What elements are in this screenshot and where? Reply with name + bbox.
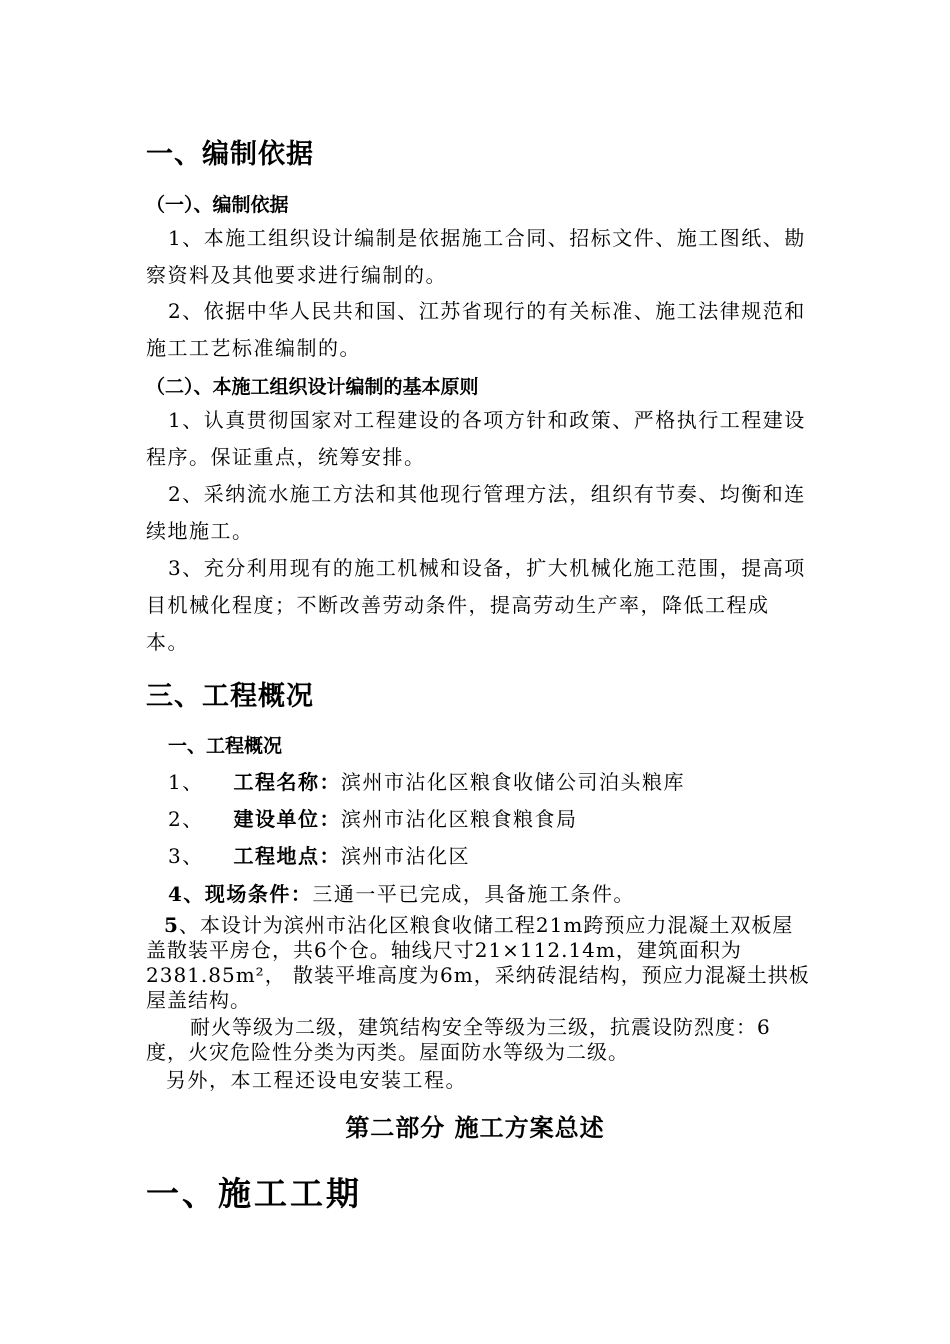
overview-item	[168, 803, 577, 832]
paragraph: 2、采纳流水施工方法和其他现行管理方法，组织有节奏、均衡和连续地施工。	[146, 482, 806, 543]
extra-paragraph: 另外，本工程还设电安装工程。	[166, 1068, 467, 1092]
item-value: 滨州市沾化区粮食收储公司泊头粮库	[340, 770, 685, 794]
item-number: 2、	[168, 807, 204, 831]
overview-item	[168, 878, 635, 907]
overview-item	[168, 766, 685, 795]
overview-subheading: 一、工程概况	[168, 735, 283, 757]
section1-heading: 一、编制依据	[146, 139, 314, 170]
item-label: 建设单位：	[233, 807, 341, 831]
item-number: 1、	[168, 770, 204, 794]
item-label: 工程名称：	[233, 770, 341, 794]
paragraph: 1、本施工组织设计编制是依据施工合同、招标文件、施工图纸、勘察资料及其他要求进行编制的。	[146, 226, 806, 287]
item-value: 滨州市沾化区粮食粮食局	[340, 807, 578, 831]
paragraph: 1、认真贯彻国家对工程建设的各项方针和政策、严格执行工程建设程序。保证重点，统筹安排。	[146, 408, 806, 469]
subsection1-heading: （一）、编制依据	[146, 194, 289, 216]
schedule-heading: 一、施工工期	[146, 1174, 362, 1213]
design-paragraph	[146, 913, 810, 1013]
item-number: 5	[164, 913, 179, 937]
item-value: 滨州市沾化区	[340, 844, 470, 868]
section3-heading: 三、工程概况	[146, 681, 314, 712]
design-text: 、本设计为滨州市沾化区粮食收储工程21m跨预应力混凝土双板屋盖散装平房仓，共6个仓。轴线尺寸21×112.14m，建筑面积为2381.85m²， 散装平堆高度为6m，采纳砖混结构，预应力混凝土拱板屋盖结构。	[146, 913, 810, 1012]
item-value: 三通一平已完成，具备施工条件。	[312, 882, 635, 906]
subsection2-heading: （二）、本施工组织设计编制的基本原则	[146, 376, 479, 398]
paragraph: 2、依据中华人民共和国、江苏省现行的有关标准、施工法律规范和施工工艺标准编制的。	[146, 299, 806, 360]
item-label: 4、现场条件：	[168, 882, 313, 906]
item-number: 3、	[168, 844, 204, 868]
item-label: 工程地点：	[233, 844, 341, 868]
fire-paragraph: 耐火等级为二级，建筑结构安全等级为三级，抗震设防烈度：6度，火灾危险性分类为丙类。屋面防水等级为二级。	[146, 1015, 771, 1064]
overview-item	[168, 840, 470, 869]
part2-title: 第二部分 施工方案总述	[345, 1113, 605, 1142]
paragraph: 3、充分利用现有的施工机械和设备，扩大机械化施工范围，提高项目机械化程度；不断改善劳动条件，提高劳动生产率，降低工程成本。	[146, 556, 806, 654]
